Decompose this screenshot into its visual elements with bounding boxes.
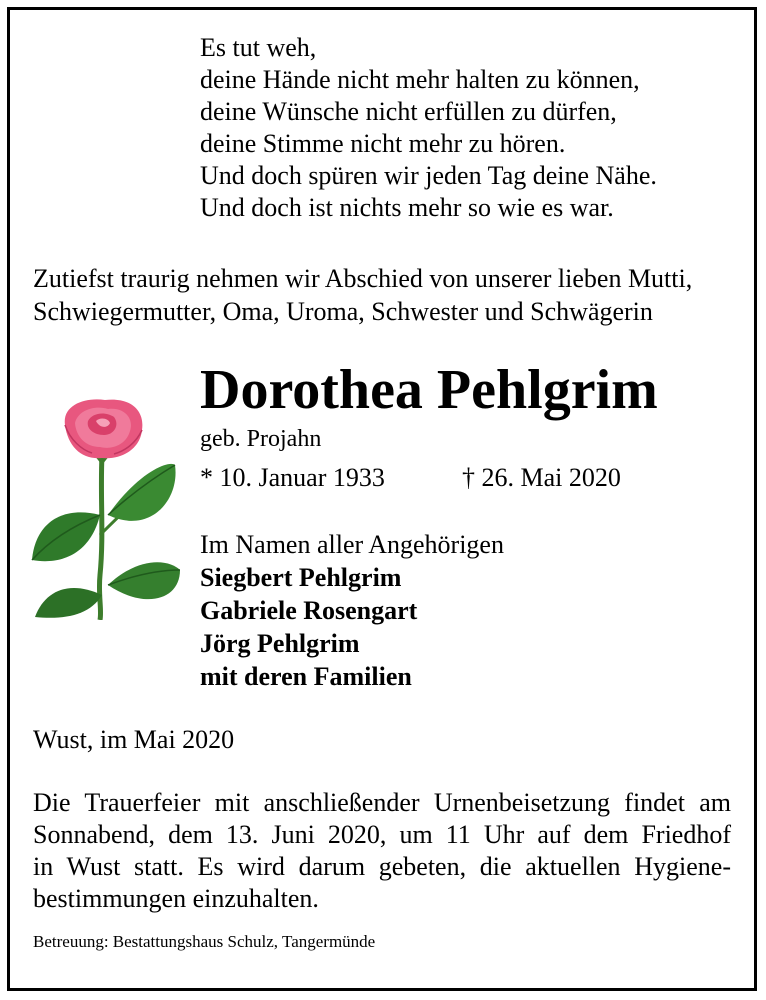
service-line: in Wust statt. Es wird darum gebeten, die aktuellen Hygiene- <box>33 852 731 881</box>
service-line: bestimmungen einzuhalten. <box>33 884 319 913</box>
family-member: Siegbert Pehlgrim <box>200 563 402 592</box>
birth-date: * 10. Januar 1933 <box>200 463 385 492</box>
poem-line: deine Stimme nicht mehr zu hören. <box>200 129 566 158</box>
service-line: Die Trauerfeier mit anschließender Urnenbeisetzung findet am <box>33 788 731 817</box>
rose-icon <box>30 395 190 620</box>
poem <box>200 32 657 224</box>
family-signatures <box>200 528 504 693</box>
family-member: mit deren Familien <box>200 662 412 691</box>
intro-line: Zutiefst traurig nehmen wir Abschied von unserer lieben Mutti, <box>33 264 693 293</box>
poem-line: Es tut weh, <box>200 33 317 62</box>
service-notice <box>33 787 731 915</box>
service-line: Sonnabend, dem 13. Juni 2020, um 11 Uhr auf dem Friedhof <box>33 820 731 849</box>
poem-line: deine Wünsche nicht erfüllen zu dürfen, <box>200 97 617 126</box>
family-member: Gabriele Rosengart <box>200 596 418 625</box>
intro-line: Schwiegermutter, Oma, Uroma, Schwester und Schwägerin <box>33 297 653 326</box>
poem-line: Und doch spüren wir jeden Tag deine Nähe. <box>200 161 657 190</box>
family-intro: Im Namen aller Angehörigen <box>200 530 504 559</box>
birth-name: geb. Projahn <box>200 426 322 452</box>
family-member: Jörg Pehlgrim <box>200 629 360 658</box>
deceased-name: Dorothea Pehlgrim <box>200 359 658 421</box>
poem-line: deine Hände nicht mehr halten zu können, <box>200 65 640 94</box>
poem-line: Und doch ist nichts mehr so wie es war. <box>200 193 614 222</box>
farewell-intro <box>33 262 743 328</box>
place-date: Wust, im Mai 2020 <box>33 725 235 754</box>
life-dates <box>200 462 621 494</box>
death-date: † 26. Mai 2020 <box>462 463 621 492</box>
funeral-home-credit: Betreuung: Bestattungshaus Schulz, Tangermünde <box>33 932 376 951</box>
